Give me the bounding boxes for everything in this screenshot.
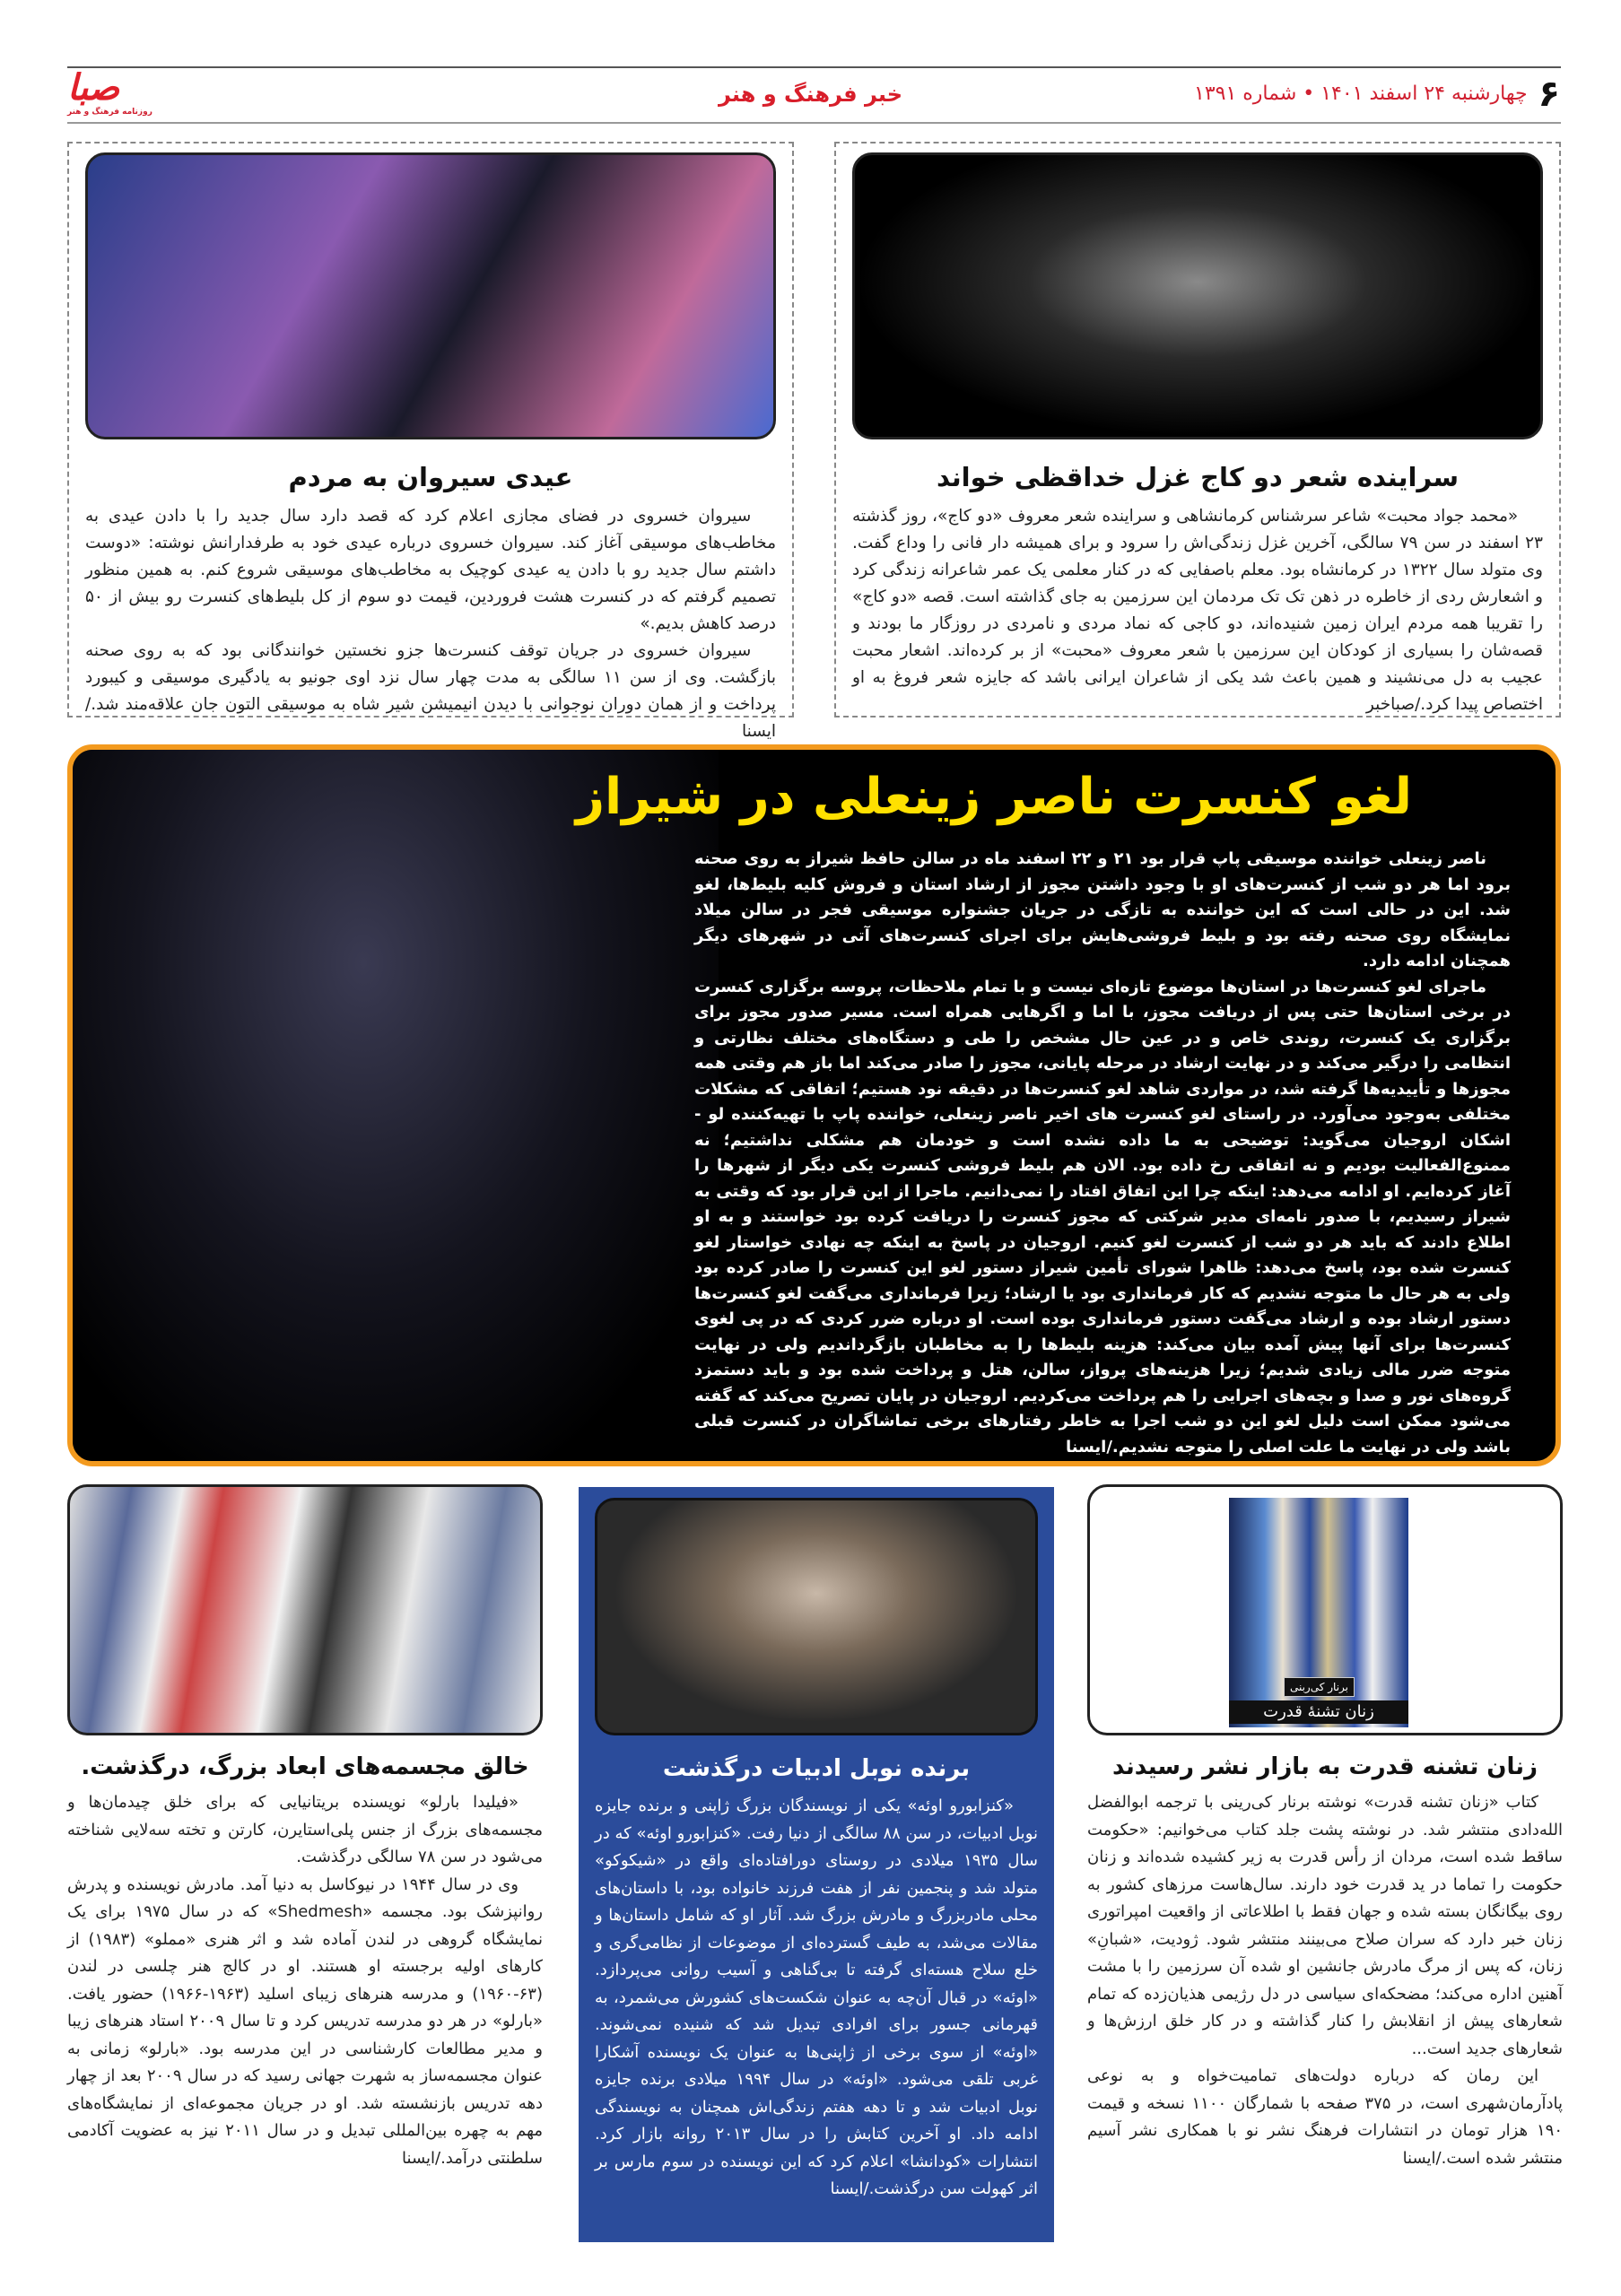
logo-subtitle: روزنامه فرهنگ و هنر xyxy=(67,108,153,117)
sculptor-photo xyxy=(67,1484,543,1735)
issue-date: چهارشنبه ۲۴ اسفند ۱۴۰۱ • شماره ۱۳۹۱ xyxy=(1194,83,1528,105)
page-number: ۶ xyxy=(1538,74,1560,115)
article-dokaj xyxy=(834,142,1561,718)
article-title: خالق مجسمه‌های ابعاد بزرگ، درگذشت. xyxy=(81,1753,529,1780)
logo-text: صبا xyxy=(67,67,120,109)
article-title: عیدی سیروان به مردم xyxy=(288,462,573,492)
cover-author: برنار کی‌ربنی xyxy=(1284,1677,1355,1697)
newspaper-logo xyxy=(67,67,193,117)
article-body xyxy=(1087,1789,1563,2172)
article-body xyxy=(852,503,1543,718)
book-cover xyxy=(1229,1498,1408,1727)
author-photo xyxy=(595,1498,1038,1735)
article-body xyxy=(67,1789,543,2172)
article-title: زنان تشنه قدرت به بازار نشر رسیدند xyxy=(1112,1753,1538,1780)
main-title: لغو کنسرت ناصر زینعلی در شیراز xyxy=(575,768,1412,826)
article-nobel xyxy=(579,1487,1054,2242)
article-sculptor xyxy=(67,1484,543,2172)
header-bottom-rule xyxy=(67,122,1561,124)
concert-photo xyxy=(73,750,719,1461)
article-title: برنده نوبل ادبیات درگذشت xyxy=(662,1755,971,1782)
paragraph: «فیلیدا بارلو» نویسنده بریتانیایی که برای خلق چیدمان‌ها و مجسمه‌های بزرگ از جنس پلی‌استایرن، کارتن و تخته سه‌لایی شناخته می‌شود در سن ۷۸ سالگی درگذشت. xyxy=(67,1793,543,1866)
article-title: سراینده شعر دو کاج غزل خداقظی خواند xyxy=(936,462,1459,492)
main-body xyxy=(694,847,1511,1460)
section-title: خبر فرهنگ و هنر xyxy=(718,82,903,107)
paragraph: «کنزابورو اوئه» یکی از نویسندگان بزرگ ژاپنی و برنده جایزه نوبل ادبیات، در سن ۸۸ سالگی از دنیا رفت. «کنزابورو اوئه» که در سال ۱۹۳۵ میلادی در روستای دورافتاده‌ای واقع در «شیکوکو» متولد شد و پنجمین نفر از هفت فرزند خانواده بود، با داستان‌های محلی مادربزرگ و مادرش بزرگ شد. آثار او که شامل داستان‌ها و مقالات می‌شد، به طیف گسترده‌ای از موضوعات از نظامی‌گری و خلع سلاح هسته‌ای گرفته تا بی‌گناهی و آسیب روانی می‌پردازد. «اوئه» در قبال آن‌چه به عنوان شکست‌های کشورش می‌شمرد، به قهرمانی جسور برای افرادی تبدیل شد که شنیده نمی‌شوند. «اوئه» از سوی برخی از ژاپنی‌ها به عنوان یک نویسنده آشکارا غربی تلقی می‌شود. «اوئه» در سال ۱۹۹۴ میلادی برنده جایزه نوبل ادبیات شد و تا دهه هفتم زندگی‌اش همچنان به نویسندگی ادامه داد. او آخرین کتابش را در سال ۲۰۱۳ روانه بازار کرد. انتشارات «کودانشا» اعلام کرد که این نویسنده در سوم مارس بر اثر کهولت سن درگذشت./ایسنا xyxy=(595,1796,1039,2198)
article-book xyxy=(1087,1484,1563,2172)
main-article xyxy=(67,744,1561,1466)
poet-photo xyxy=(852,152,1543,439)
paragraph: ناصر زینعلی خواننده موسیقی پاپ قرار بود ۲۱ و ۲۲ اسفند ماه در سالن حافظ شیراز به روی صحنه برود اما هر دو شب از کنسرت‌های او با وجود داشتن مجوز از ارشاد استان و فروش کلیه بلیط‌ها، لغو شد. این در حالی است که این خواننده به تازگی در جریان جشنواره موسیقی فجر در سالن میلاد نمایشگاه روی صحنه رفته بود و بلیط فروشی‌هایش برای اجرای کنسرت‌های آتی در شهرهای دیگر همچنان ادامه دارد. xyxy=(694,849,1511,970)
paragraph: «محمد جواد محبت» شاعر سرشناس کرمانشاهی و سراینده شعر معروف «دو کاج»، روز گذشته ۲۳ اسفند در سن ۷۹ سالگی، آخرین غزل زندگی‌اش را سرود و برای همیشه دار فانی را وداع گفت. وی متولد سال ۱۳۲۲ در کرمانشاه بود. معلم باصفایی که در کنار معلمی یک عمر شاعرانه زندگی کرد و اشعارش ردی از خاطره در ذهن تک تک مردمان این سرزمین به جای گذاشته است. قصه «دو کاج» را تقریبا همه مردم ایران زمین شنیده‌اند، دو کاجی که نماد مردی و نامردی در روزگار ما بودند و قصه‌شان را بسیاری از کودکان این سرزمین با شعر معروف «محبت» از بر کرده‌اند. اشعار محبت عجیب به دل می‌نشیند و همین باعث شد یکی از شاعران ایرانی باشد که جایزه شعر فروغ به او اختصاص پیدا کرد./صباخبر xyxy=(852,507,1543,714)
paragraph: سیروان خسروی در جریان توقف کنسرت‌ها جزو نخستین خوانندگانی بود که به روی صحنه بازگشت. وی از سن ۱۱ سالگی به مدت چهار سال نزد اوی جونیو به یادگیری موسیقی و کیبورد پرداخت و از همان دوران نوجوانی با دیدن انیمیشن شیر شاه به موسیقی التون جان علاقه‌مند شد./ایسنا xyxy=(85,641,777,741)
paragraph: کتاب «زنان تشنه قدرت» نوشته برنار کی‌رینی با ترجمه ابوالفضل الله‌دادی منتشر شد. در نوشته پشت جلد کتاب می‌خوانیم: «حکومت ساقط شده است، مردان از رأس قدرت به زیر کشیده شده‌اند و زنان حکومت را تماما در ید قدرت خود دارند. سال‌هاست مرزهای کشور به روی بیگانگان بسته شده و جهان فقط با اطلاعاتی از واقعیت امپراتوری زنان خبر دارد که سران صلاح می‌بینند منتشر شود. ژودیت، «شبانِ» زنان، که پس از مرگ مادرش جانشین او شده آن سرزمین را با مشت آهنین اداره می‌کند؛ مضحکه‌ای سیاسی در دل رژیمی هذیان‌زده که تمام شعارهای پیش از انقلابش را کنار گذاشته و در کار خلق ارزش‌ها و شعارهای جدید است... xyxy=(1087,1793,1563,2058)
article-sirvan xyxy=(67,142,794,741)
article-body xyxy=(85,503,776,745)
book-photo-frame xyxy=(1087,1484,1563,1735)
cover-title: زنان تشنهٔ قدرت xyxy=(1229,1700,1408,1724)
header-top-rule xyxy=(67,66,1561,68)
paragraph: سیروان خسروی در فضای مجازی اعلام کرد که قصد دارد سال جدید را با دادن عیدی به مخاطب‌های موسیقی آغاز کند. سیروان خسروی درباره عیدی خود به طرفدارانش نوشته: «دوست داشتم سال جدید رو با دادن یه عیدی کوچیک به مخاطب‌های موسیقی شروع کنم. به همین منظور تصمیم گرفتم که در کنسرت هشت فروردین، قیمت دو سوم از کل بلیط‌های کنسرت رو بیش از ۵۰ درصد کاهش بدیم.» xyxy=(85,507,776,633)
singer-photo xyxy=(85,152,776,439)
paragraph: ماجرای لغو کنسرت‌ها در استان‌ها موضوع تازه‌ای نیست و با تمام ملاحظات، پروسه برگزاری کنسرت در برخی استان‌ها حتی پس از دریافت مجوز، با اما و اگرهایی همراه است. مسیر صدور مجوز برای برگزاری یک کنسرت، روندی خاص و در عین حال مشخص را طی و دستگاه‌های مختلف نظارتی و انتظامی را درگیر می‌کند و در نهایت ارشاد در مرحله پایانی، مجوز را صادر می‌کند اما باز هم وقتی همه مجوزها و تأییدیه‌ها گرفته شد، در مواردی شاهد لغو کنسرت‌ها در دقیقه نود هستیم؛ اتفاقی که مشکلات مختلفی به‌وجود می‌آورد. در راستای لغو کنسرت های اخیر ناصر زینعلی، خواننده پاپ با تهیه‌کننده لو - اشکان اروجیان می‌گوید: توضیحی به ما داده نشده است و خودمان هم مشکلی نداشتیم؛ نه ممنوع‌الفعالیت بودیم و نه اتفاقی رخ داده بود. الان هم بلیط فروشی کنسرت یکی دیگر از شهرها را آغاز کرده‌ایم. او ادامه می‌دهد: اینکه چرا این اتفاق افتاد را نمی‌دانیم. ماجرا از این قرار بود که وقتی به شیراز رسیدیم، با صدور نامه‌ای مدیر شرکتی که مجوز کنسرت را دریافت کرده بود خواستند و به او اطلاع دادند که باید هر دو شب از کنسرت لغو کنیم. اروجیان در پاسخ به اینکه چه نهادی خواستار لغو کنسرت شده بود، پاسخ می‌دهد: ظاهرا شورای تأمین شیراز دستور لغو این کنسرت را صادر کرده بود ولی به هر حال ما متوجه نشدیم که کار فرمانداری بود یا ارشاد؛ زیرا فرمانداری می‌گفت لغو کنسرت‌ها دستور ارشاد بوده و ارشاد می‌گفت دستور فرمانداری بوده است. او درباره ضرر کردی که در پی لغوی کنسرت‌ها برای آنها پیش آمده بیان می‌کند: هزینه بلیط‌ها را به مخاطبان بازگرداندیم ولی در نهایت متوجه ضرر مالی زیادی شدیم؛ زیرا هزینه‌های پرواز، سالن، هتل و پرداخت شده بود و باید دستمزد گروه‌های نور و صدا و بچه‌های اجرایی را هم پرداخت می‌کردیم. اروجیان در پایان تصریح می‌کند که گفته می‌شود ممکن است دلیل لغو این دو شب اجرا به خاطر رفتارهای برخی تماشاگران در کنسرت قبلی باشد ولی در نهایت ما علت اصلی را متوجه نشدیم./ایسنا xyxy=(694,977,1511,1457)
article-body xyxy=(595,1793,1038,2204)
paragraph: وی در سال ۱۹۴۴ در نیوکاسل به دنیا آمد. مادرش نویسنده و پدرش روانپزشک بود. مجسمه «Shedmesh» که در سال ۱۹۷۵ برای یک نمایشگاه گروهی در لندن آماده شد و اثر هنری «مملو» (۱۹۸۳) از کارهای اولیه برجسته او هستند. او در کالج هنر چلسی در لندن (۶۳-۱۹۶۰) و مدرسه هنرهای زیبای اسلید (۱۹۶۳-۱۹۶۶) حضور یافت. «بارلو» در هر دو مدرسه تدریس کرد و تا سال ۲۰۰۹ استاد هنرهای زیبا و مدیر مطالعات کارشناسی در این مدرسه بود. «بارلو» زمانی به عنوان مجسمه‌ساز به شهرت جهانی رسید که در سال ۲۰۰۹ بعد از چهار دهه تدریس بازنشسته شد. او در جریان مجموعه‌ای از نمایشگاه‌های مهم به چهره بین‌المللی تبدیل و در سال ۲۰۱۱ نیز به عضویت آکادمی سلطنتی درآمد./ایسنا xyxy=(67,1874,544,2168)
header-issue-info xyxy=(1094,72,1560,117)
paragraph: این رمان که درباره دولت‌های تمامیت‌خواه و به نوعی پادآرمان‌شهری است، در ۳۷۵ صفحه با شمارگان ۱۱۰۰ نسخه و قیمت ۱۹۰ هزار تومان در انتشارات فرهنگ نشر نو با همکاری نشر آسیم منتشر شده است./ایسنا xyxy=(1087,2066,1563,2168)
